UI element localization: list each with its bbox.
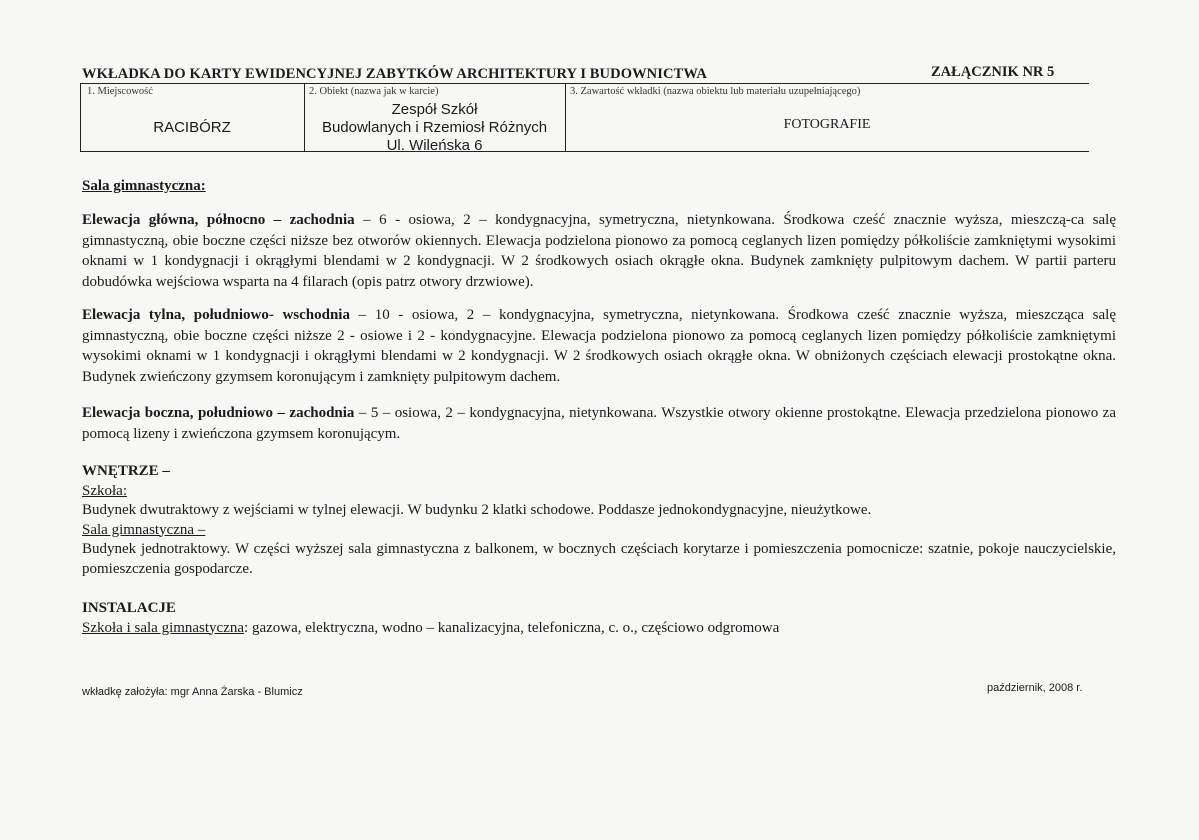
installations-line: [82, 619, 1116, 639]
annex-number: ZAŁĄCZNIK NR 5: [931, 64, 1055, 80]
section-heading: Sala gimnastyczna:: [82, 178, 206, 194]
gym-label: Sala gimnastyczna –: [82, 521, 206, 538]
author-note: wkładkę założyła: mgr Anna Żarska - Blumicz: [82, 686, 303, 698]
paragraph-lead: Elewacja główna, północno – zachodnia: [82, 212, 355, 228]
interior-section: [82, 462, 1116, 579]
locality-value: RACIBÓRZ: [153, 119, 231, 136]
paragraph-main-elevation: [82, 210, 1116, 292]
school-label: Szkoła:: [82, 482, 127, 499]
table-top-border: [80, 83, 1089, 84]
object-name-line-2: Budowlanych i Rzemiosł Różnych: [321, 119, 548, 136]
paragraph-side-elevation: [82, 403, 1116, 444]
installations-section: [82, 599, 1116, 638]
school-text: Budynek dwutraktowy z wejściami w tylnej elewacji. W budynku 2 klatki schodowe. Poddasze jednokondygnacyjne, nieużytkowe.: [82, 502, 872, 518]
object-address: Ul. Wileńska 6: [386, 137, 483, 154]
paragraph-rear-elevation: [82, 305, 1116, 387]
installations-text: : gazowa, elektryczna, wodno – kanalizacyjna, telefoniczna, c. o., częściowo odgromowa: [244, 619, 780, 636]
table-bottom-border: [80, 151, 1089, 152]
document-title: WKŁADKA DO KARTY EWIDENCYJNEJ ZABYTKÓW ARCHITEKTURY I BUDOWNICTWA: [82, 66, 707, 82]
paragraph-lead: Elewacja tylna, południowo- wschodnia: [82, 307, 350, 323]
interior-heading: WNĘTRZE –: [82, 463, 170, 479]
table-left-border: [80, 83, 81, 152]
locality-label: 1. Miejscowość: [87, 86, 153, 97]
paragraph-text: – 5 – osiowa, 2 – kondygnacyjna, nietynkowana. Wszystkie otwory okienne prostokątne. Elewacja przedzielona pionowo za pomocą lizeny i zwieńczona gzymsem koronującym.: [82, 405, 1116, 442]
paragraph-text: – 10 - osiowa, 2 – kondygnacyjna, symetryczna, nietynkowana. Środkowa cześć znacznie wyższa, mieszcząca salę gimnastyczną, obie boczne części niższe 2 - osiowe i 2 - kondygnacyjne. Elewacja podzielona pionowo za pomocą ceglanych lizen pomiędzy półkoliście zamkniętymi wysokimi oknami w 1 kondygnacji i okrągłymi blendami w 2 kondygnacji. W 2 środkowych osiach okrągłe okna. W obniżonych częściach elewacji prostokątne okna. Budynek zwieńczony gzymsem koronującym i zamknięty pulpitowym dachem.: [82, 307, 1116, 385]
insert-content-label: 3. Zawartość wkładki (nazwa obiektu lub materiału uzupełniającego): [570, 86, 861, 97]
paragraph-lead: Elewacja boczna, południowo – zachodnia: [82, 405, 355, 421]
date-note: październik, 2008 r.: [987, 682, 1083, 694]
object-name-line-1: Zespół Szkół: [391, 101, 478, 118]
gym-text: Budynek jednotraktowy. W części wyższej sala gimnastyczna z balkonem, w bocznych częściach korytarze i pomieszczenia pomocnicze: szatnie, pokoje nauczycielskie, pomieszczenia gospodarcze.: [82, 541, 1116, 577]
object-label: 2. Obiekt (nazwa jak w karcie): [309, 86, 439, 97]
insert-content-value: FOTOGRAFIE: [783, 117, 871, 132]
installations-label: Szkoła i sala gimnastyczna: [82, 619, 245, 636]
paragraph-text: – 6 - osiowa, 2 – kondygnacyjna, symetryczna, nietynkowana. Środkowa cześć znacznie wyższa, mieszczą-ca salę gimnastyczną, obie boczne części niższe bez otworów okiennych. Elewacja podzielona pionowo za pomocą ceglanych lizen pomiędzy półkoliście zamkniętymi wysokimi oknami w 1 kondygnacji i okrągłymi blendami w 2 kondygnacji. W 2 środkowych osiach okrągłe okna. Budynek zamknięty pulpitowym dachem. W partii parteru dobudówka wejściowa wsparta na 4 filarach (opis patrz otwory drzwiowe).: [82, 212, 1116, 290]
installations-heading: INSTALACJE: [82, 600, 176, 616]
